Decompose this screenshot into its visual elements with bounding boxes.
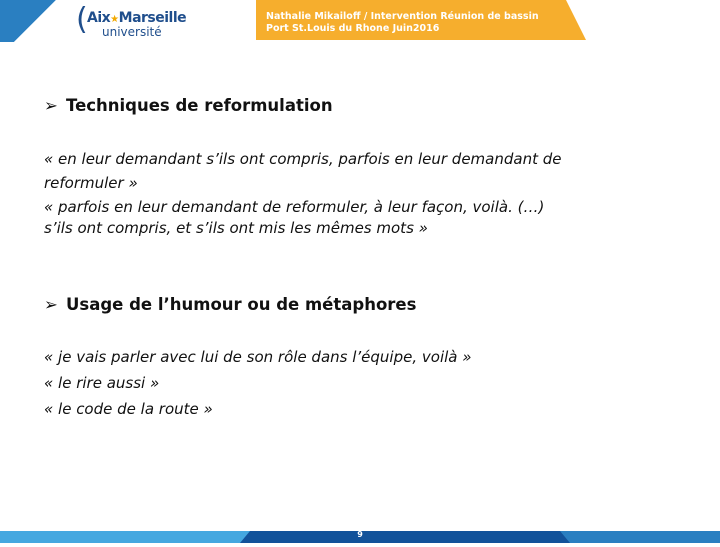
page-number: 9 [357,530,363,539]
header-title [266,11,576,35]
section-heading-reformulation [44,96,333,115]
quote-line: s’ils ont compris, et s’ils ont mis les mêmes mots » [44,219,428,237]
quote-line: « le rire aussi » [44,374,160,392]
footer-right-band [560,531,720,543]
logo-marseille: Marseille [118,10,187,26]
footer-light-band [0,531,250,543]
logo-name-line [87,10,186,26]
heading-text: Usage de l’humour ou de métaphores [66,295,417,314]
arrow-bullet-icon: ➢ [44,295,58,314]
arrow-bullet-icon: ➢ [44,96,58,115]
logo-parenthesis: ( [76,2,88,37]
university-logo [76,2,187,40]
header-title-line2: Port St.Louis du Rhone Juin2016 [266,23,440,34]
section-heading-humour [44,295,416,314]
quote-line: « en leur demandant s’ils ont compris, parfois en leur demandant de [44,150,562,168]
logo-aix: Aix [87,10,111,26]
star-icon: ★ [110,14,119,25]
quote-line: « je vais parler avec lui de son rôle dans l’équipe, voilà » [44,348,472,366]
heading-text: Techniques de reformulation [66,96,333,115]
logo-universite: université [102,25,162,39]
header-right-spacer [586,40,720,42]
quote-line: « le code de la route » [44,400,213,418]
quote-line: reformuler » [44,174,138,192]
quote-line: « parfois en leur demandant de reformuler, à leur façon, voilà. (…) [44,198,545,216]
header-title-line1: Nathalie Mikailoff / Intervention Réunion de bassin [266,11,539,22]
